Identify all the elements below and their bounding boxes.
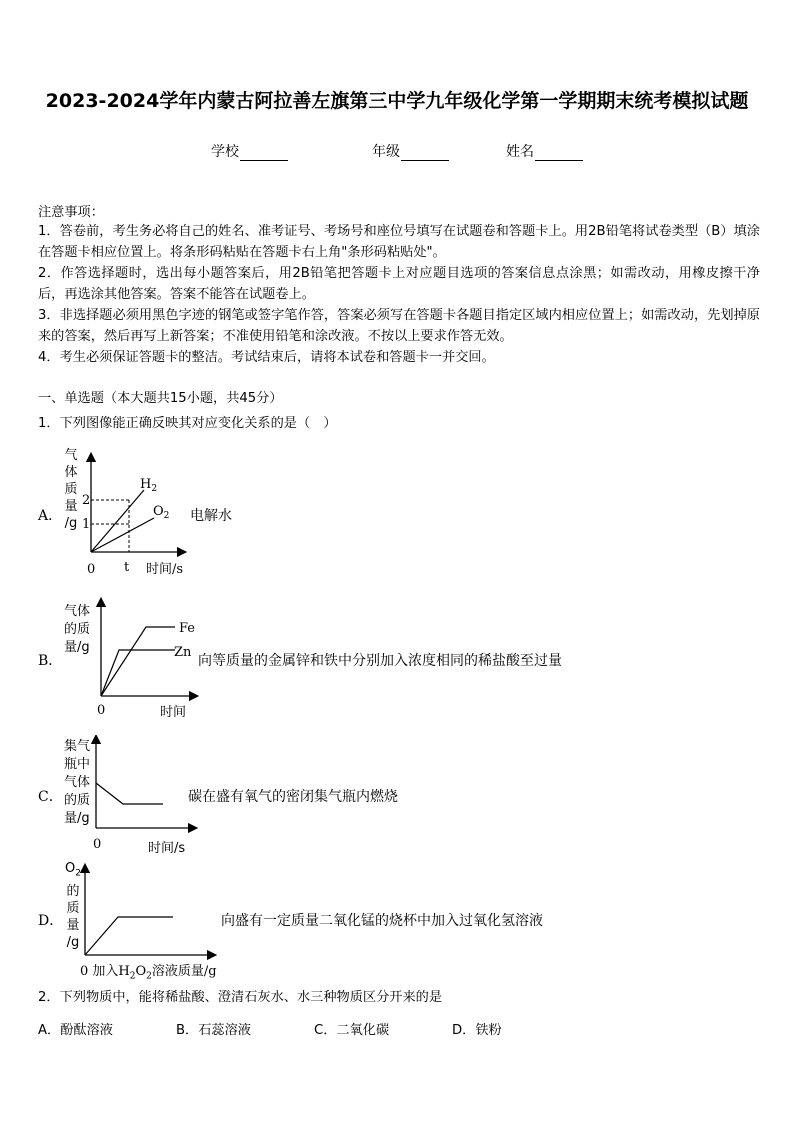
option-d-xlabel: 0 加入$H_2O_2$溶液质量/g bbox=[80, 964, 217, 982]
note-2: 2．作答选择题时，选出每小题答案后，用2B铅笔把答题卡上对应题目选项的答案信息点涂黑；如需改动，用橡皮擦干净后，再选涂其他答案。答案不能答在试题卷上。 bbox=[38, 266, 760, 302]
question-2-option-d[interactable]: D．铁粉 bbox=[452, 1023, 502, 1038]
option-b-xlabel: 时间 bbox=[160, 705, 187, 720]
question-1-stem: 1．下列图像能正确反映其对应变化关系的是（ ） bbox=[38, 416, 337, 431]
h2-line bbox=[91, 490, 144, 552]
option-b-letter[interactable]: B． bbox=[38, 653, 63, 669]
option-a-letter[interactable]: A． bbox=[38, 508, 63, 524]
grade-blank[interactable] bbox=[401, 146, 449, 161]
option-d-graph bbox=[80, 862, 220, 962]
o2-label: $O_2$ bbox=[153, 504, 170, 521]
name-label: 姓名 bbox=[506, 144, 534, 160]
option-b-desc: 向等质量的金属锌和铁中分别加入浓度相同的稀盐酸至过量 bbox=[198, 653, 562, 669]
option-a-desc: 电解水 bbox=[190, 508, 232, 524]
data-line bbox=[96, 783, 163, 804]
h2-label: $H_2$ bbox=[140, 477, 158, 494]
origin-label: 0 bbox=[97, 703, 106, 718]
school-field bbox=[211, 141, 288, 161]
zn-line bbox=[101, 650, 175, 696]
note-1: 1．答卷前，考生务必将自己的姓名、准考证号、考场号和座位号填写在试题卷和答题卡上。用2B铅笔将试卷类型（B）填涂在答题卡相应位置上。将条形码粘贴在答题卡右上角"条形码粘贴处"。 bbox=[38, 224, 760, 260]
option-c-desc: 碳在盛有氧气的密闭集气瓶内燃烧 bbox=[188, 789, 398, 805]
option-d-letter[interactable]: D． bbox=[38, 913, 64, 929]
school-label: 学校 bbox=[211, 144, 239, 160]
page-title: 2023-2024学年内蒙古阿拉善左旗第三中学九年级化学第一学期期末统考模拟试题 bbox=[45, 90, 749, 112]
question-2-option-c[interactable]: C．二氧化碳 bbox=[314, 1023, 390, 1038]
option-b-ylabel: 气体 的质 量/g bbox=[64, 604, 91, 655]
option-d-desc: 向盛有一定质量二氧化锰的烧杯中加入过氧化氢溶液 bbox=[221, 913, 543, 929]
data-line bbox=[85, 917, 173, 955]
name-field bbox=[506, 141, 583, 161]
notes-heading: 注意事项： bbox=[38, 205, 104, 220]
question-2-stem: 2．下列物质中，能将稀盐酸、澄清石灰水、水三种物质区分开来的是 bbox=[38, 990, 443, 1005]
zn-label: Zn bbox=[174, 645, 192, 660]
t-label: t bbox=[124, 560, 130, 575]
note-3: 3．非选择题必须用黑色字迹的钢笔或签字笔作答，答案必须写在答题卡各题目指定区域内相应位置上；如需改动，先划掉原来的答案，然后再写上新答案；不准使用铅笔和涂改液。不按以上要求作答无效。 bbox=[38, 308, 760, 344]
grade-label: 年级 bbox=[372, 144, 400, 160]
option-a-ylabel: 气 体 质 量 /g bbox=[64, 448, 78, 531]
x-axis-label: 时间/s bbox=[146, 562, 184, 577]
tick-2: 2 bbox=[82, 493, 91, 508]
school-blank[interactable] bbox=[240, 146, 288, 161]
fe-label: Fe bbox=[179, 621, 196, 636]
o2-line bbox=[91, 518, 154, 552]
question-2-option-a[interactable]: A．酚酞溶液 bbox=[38, 1023, 113, 1038]
option-c-ylabel: 集气 瓶中 气体 的质 量/g bbox=[64, 739, 91, 826]
name-blank[interactable] bbox=[535, 146, 583, 161]
option-d-ylabel: $O_2$ 的 质 量 /g bbox=[65, 861, 81, 950]
question-2-option-b[interactable]: B．石蕊溶液 bbox=[176, 1023, 251, 1038]
option-c-xlabel: 时间/s bbox=[148, 841, 186, 856]
option-c-letter[interactable]: C． bbox=[38, 789, 63, 805]
tick-1: 1 bbox=[82, 517, 91, 532]
origin-label: 0 bbox=[93, 837, 102, 852]
fe-line bbox=[101, 627, 175, 696]
grade-field bbox=[372, 141, 449, 161]
note-4: 4．考生必须保证答题卡的整洁。考试结束后，请将本试卷和答题卡一并交回。 bbox=[38, 350, 495, 365]
origin-label: 0 bbox=[87, 562, 96, 577]
section-heading: 一、单选题（本大题共15小题，共45分） bbox=[38, 391, 283, 406]
